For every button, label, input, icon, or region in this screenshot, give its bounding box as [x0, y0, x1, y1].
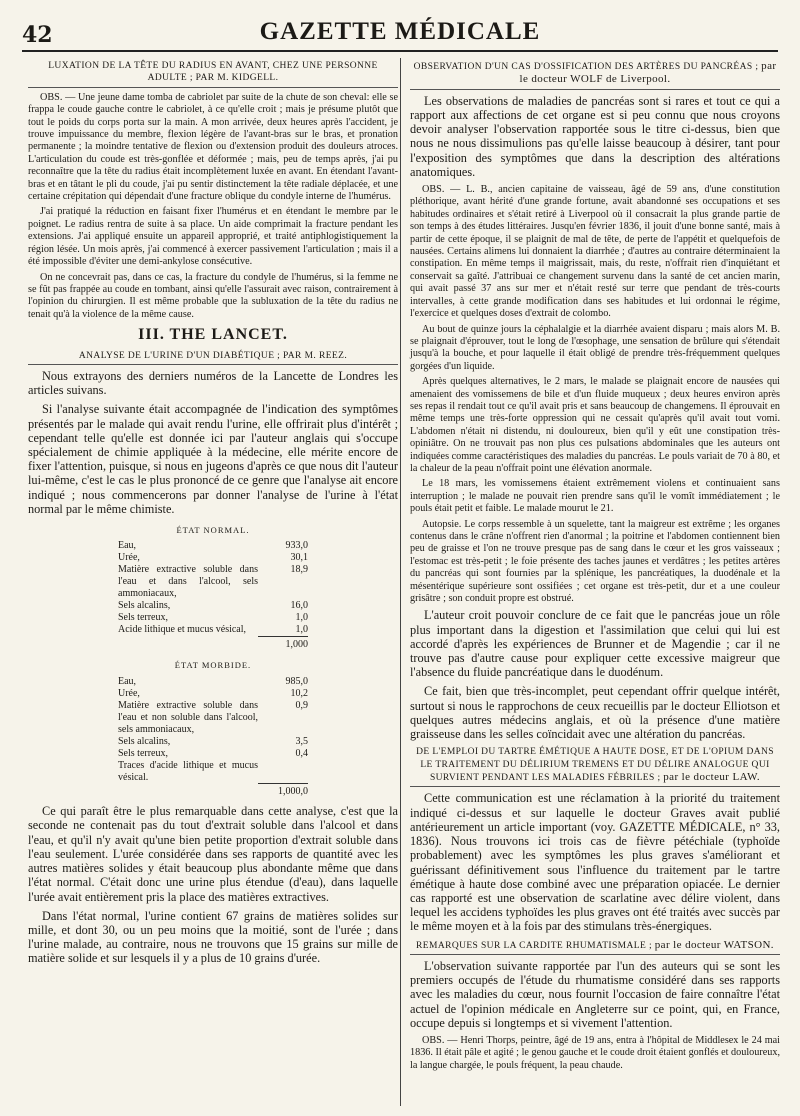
section-title-text: DE L'EMPLOI DU TARTRE ÉMÉTIQUE A HAUTE DOSE, ET DE L'OPIUM DANS LE TRAITEMENT DU DÉLIRIUM TREMENS ET DU DÉLIRE ANALOGUE QUI SURVIENT PENDANT LES MALADIES FÉBRILES ; — [416, 747, 774, 784]
paragraph: L'auteur croit pouvoir conclure de ce fait que le pancréas joue un rôle plus important dans la digestion et l'assimilation que celui qui lui est accordé d'après les expériences de Brunner et de Magendie ; car il ne trouve pas d'autre cause pour expliquer cette excessive maigreur que l'absence du fluide pancréatique dans le duodénum. — [410, 608, 780, 680]
left-column — [28, 58, 398, 971]
row-label: Eau, — [118, 675, 137, 687]
row-label: Sels terreux, — [118, 747, 168, 759]
table-total-row — [118, 637, 308, 652]
paragraph: J'ai pratiqué la réduction en faisant fixer l'humérus et en étendant le membre par le poignet. Le radius rentra de suite à sa place. Un aide comprimait la fracture pendant les extensions. J'ai appliqué ensuite un appareil approprié, et traité antiphlogistiquement la région lésée. Un mois après, j'ai commencé à exercer passivement l'articulation ; mais il a été impossible d'éviter une demi-ankylose consécutive. — [28, 206, 398, 268]
row-value: 10,2 — [290, 687, 308, 699]
table-total: 1,000 — [258, 637, 308, 652]
paragraph: On ne concevrait pas, dans ce cas, la fracture du condyle de l'humérus, si la femme ne se fût pas frappée au coude en tombant, ainsi qu'elle l'assurait avec raison, contrairement à l'opinion du chirurgien. Il est même probable que la subluxation de la tête du radius ne tenait qu'à la violence de la même cause. — [28, 271, 398, 320]
header-rule — [22, 50, 778, 52]
section-pancreas-intro — [410, 94, 780, 179]
row-value: 0,9 — [295, 699, 308, 711]
section-urine-intro — [28, 369, 398, 516]
paragraph: Après quelques alternatives, le 2 mars, le malade se plaignait encore de nausées qui amenaient des vomissemens de bile et d'un fluide muqueux ; deux heures environ après ses repas il rendait tout ce qu'il avait pris et sans beaucoup de changemens. Il éprouvait en même temps une très-forte oppression qui ne cessait qu'après qu'il avait tout vomi. L'abdomen n'était ni distendu, ni douloureux, bien qu'il y eût une constipation très-opiniâtre. On ne trouvait pas non plus ces pulsations abdominales que les auteurs ont indiquées comme caractéristiques des maladies du pancréas. Le pouls variait de 70 à 80, et la chaleur de la peau n'offrait point une élévation anormale. — [410, 376, 780, 474]
table-total-row — [118, 784, 308, 799]
row-value: 0,4 — [295, 747, 308, 759]
paragraph: Autopsie. Le corps ressemble à un squelette, tant la maigreur est extrême ; les organes contenus dans le crâne n'offrent rien d'anormal ; la poitrine et l'abdomen contiennent bien peu de graisse et l'on ne trouve presque pas de sang dans le cœur et les gros vaisseaux ; l'estomac est très-petit ; le foie présente des taches jaunes et verdâtres ; les petites artères du pancréas qui sont fournies par la splénique, les pancréatiques, la duodénale et la mésentérique supérieure sont ossifiées ; cet organe est très-petit, dur et a une couleur grisâtre ; son conduit propre est obstrué. — [410, 518, 780, 605]
table-row — [118, 540, 308, 552]
paragraph: Ce fait, bien que très-incomplet, peut cependant offrir quelque intérêt, surtout si nous le rapprochons de ceux recueillis par le docteur Elliotson et quelques autres médecins anglais, et où la présence d'une matière graisseuse dans les selles coïncidait avec une altération du pancréas. — [410, 684, 780, 742]
table-row — [118, 612, 308, 624]
paragraph: OBS. — Une jeune dame tomba de cabriolet par suite de la chute de son cheval: elle se frappa le coude gauche contre le cabriolet, à ce qu'elle croit ; mais je présume plutôt que tout le poids du corps porta sur la main. A mon arrivée, deux heures après l'accident, je trouve impuissance du membre, flexion légère de l'avant-bras sur le bras, et pronation permanente ; la moindre tentative de flexion ou d'extension produit des douleurs atroces. L'articulation du coude est très-gonflée et déformée ; mais, peu de temps après, j'ai pu reconnaître que la tête du radius était incomplètement luxée en avant. En étendant l'avant-bras et en tâtant le pli du coude, j'ai pu sentir distinctement la tête radiale déplacée, et une certaine crépitation qui dépendait d'une fracture oblique du condyle interne de l'humérus. — [28, 91, 398, 203]
row-label: Eau, — [118, 540, 137, 552]
section-title-text: REMARQUES SUR LA CARDITE RHUMATISMALE ; — [416, 940, 652, 951]
row-value: 985,0 — [285, 675, 308, 687]
table-row — [118, 736, 308, 748]
section-title-tartre — [410, 746, 780, 787]
section-author: par le docteur WOLF de Liverpool. — [519, 60, 777, 86]
section-title-pancreas — [410, 60, 780, 90]
section-title-cardite — [410, 939, 780, 955]
paragraph: Ce qui paraît être le plus remarquable dans cette analyse, c'est que la seconde ne contenait pas du tout d'extrait soluble dans l'alcool et dans l'eau, et qu'il n'y avait qu'une bien petite proportion d'extrait soluble dans l'eau seulement. L'urée considérée dans ses rapports de quantité avec les autres matières solides y était beaucoup plus abondante même que dans l'état normal. C'était donc une urine plus étendue (d'eau), dans laquelle l'urée avait entièrement pris la place des matières extractives. — [28, 804, 398, 904]
paragraph: L'observation suivante rapportée par l'un des auteurs qui se sont les premiers occupés de l'étude du rhumatisme considéré dans ses rapports avec les maladies du cœur, nous fournit l'occasion de faire connaître l'état actuel de l'opinion médicale en Angleterre sur ce point, qui, en France, occupe depuis si longtemps et si vivement l'attention. — [410, 958, 780, 1030]
table-total: 1,000,0 — [258, 784, 308, 799]
row-label: Traces d'acide lithique et mucus vésical. — [118, 759, 258, 783]
table-normal-state — [118, 540, 308, 651]
row-label: Matière extractive soluble dans l'eau et non soluble dans l'alcool, sels ammoniacaux, — [118, 699, 258, 735]
paragraph: Cette communication est une réclamation à la priorité du traitement indiqué ci-dessus et sur laquelle le docteur Graves avait publié antérieurement un article important (voy. GAZETTE MÉDICALE, n° 33, 1836). Nous trouvons ici trois cas de fièvre pétéchiale (typhoïde probablement) avec les symptômes les plus graves s'améliorant et guérissant définitivement sous l'influence du traitement par le tartre émétique à haute dose combiné avec une préparation opiacée. Le dernier cas rapporté est une observation de scarlatine avec délire violent, dans lequel les accidens typhoïdes les plus graves ont été traités avec succès par le même moyen et à la fois par des stimulans très-énergiques. — [410, 791, 780, 934]
section-author: par le docteur LAW. — [663, 771, 760, 784]
row-value: 3,5 — [295, 735, 308, 747]
table-title-normal: ÉTAT NORMAL. — [176, 524, 250, 535]
row-value — [258, 760, 308, 784]
section-tartre-body — [410, 791, 780, 933]
table-row — [118, 748, 308, 760]
section-pancreas-case — [410, 184, 780, 605]
table-row — [118, 624, 308, 637]
section-title-luxation: LUXATION DE LA TÊTE DU RADIUS EN AVANT, CHEZ UNE PERSONNE ADULTE ; PAR M. KIDGELL. — [28, 60, 398, 88]
section-urine-discussion — [28, 804, 398, 965]
paragraph: Les observations de maladies de pancréas sont si rares et tout ce qui a rapport aux affections de cet organe est si peu connu que nous croyons devoir analyser l'observation rapportée sous le titre ci-dessus, bien que nous ne nous dissimulions pas qu'elle laisse beaucoup à désirer, tant pour l'exposition des symptômes que dans la description des altérations anatomiques. — [410, 93, 780, 179]
table-row — [118, 552, 308, 564]
paragraph: Le 18 mars, les vomissemens étaient extrêmement violens et continuaient sans interruption ; le malade ne pouvait rien prendre sans qu'il le vomît immédiatement ; le pouls était petit et faible. Le malade mourut le 21. — [410, 478, 780, 515]
table-row — [118, 700, 308, 736]
paragraph: Au bout de quinze jours la céphalalgie et la diarrhée avaient disparu ; mais alors M. B. se plaignait d'éprouver, tout le long de l'œsophage, une sensation de brûlure qui s'étendait jusqu'à la bouche, et pour laquelle il était obligé de prendre très-fréquemment quelques gorgées d'un liquide. — [410, 323, 780, 372]
table-row — [118, 688, 308, 700]
row-label: Urée, — [118, 552, 140, 564]
table-row — [118, 600, 308, 612]
row-label: Sels alcalins, — [118, 735, 171, 747]
row-value: 933,0 — [285, 540, 308, 552]
row-value: 1,0 — [295, 612, 308, 624]
table-morbid-state — [118, 676, 308, 799]
row-label: Sels alcalins, — [118, 600, 171, 612]
row-label: Sels terreux, — [118, 612, 168, 624]
journal-title: GAZETTE MÉDICALE — [259, 18, 541, 45]
row-value: 30,1 — [290, 552, 308, 564]
table-row — [118, 676, 308, 688]
section-luxation-body — [28, 92, 398, 321]
row-value: 18,9 — [290, 564, 308, 576]
right-column — [410, 58, 780, 1075]
row-value: 16,0 — [290, 600, 308, 612]
column-separator — [400, 58, 401, 1106]
section-title-urine: ANALYSE DE L'URINE D'UN DIABÉTIQUE ; PAR M. REEZ. — [28, 350, 398, 365]
table-row — [118, 760, 308, 784]
page-number: 42 — [22, 22, 53, 48]
paragraph: OBS. — Henri Thorps, peintre, âgé de 19 ans, entra à l'hôpital de Middlesex le 24 mai 1836. Il était pâle et agité ; le genou gauche et le coude droit étaient gonflés et douloureux, la langue chargée, le pouls fréquent, la peau chaude. — [410, 1034, 780, 1071]
section-cardite-body — [410, 959, 780, 1030]
row-label: Acide lithique et mucus vésical, — [118, 624, 247, 636]
section-title-text: OBSERVATION D'UN CAS D'OSSIFICATION DES ARTÈRES DU PANCRÉAS ; — [413, 62, 759, 72]
row-label: Matière extractive soluble dans l'eau et dans l'alcool, sels ammoniacaux, — [118, 564, 258, 600]
part-heading-lancet: III. THE LANCET. — [138, 326, 288, 344]
paragraph: Si l'analyse suivante était accompagnée de l'indication des symptômes présentés par le malade qui avait rendu l'urine, elle offrirait plus d'intérêt ; cependant telle qu'elle est donnée ici par l'auteur anglais qui s'occupe spécialement de chimie appliquée à la médecine, elle mérite encore de fixer l'attention, puisque, si nous en jugeons d'après ce que nous dit l'auteur lui-même, c'est le cas le plus prononcé de ce genre que l'analyse ait encore indiqué ; nous commencerons par donner l'analyse de l'urine à l'état normal par le même chimiste. — [28, 402, 399, 516]
table-title-morbid: ÉTAT MORBIDE. — [174, 660, 252, 671]
page-header — [0, 8, 800, 48]
paragraph: Dans l'état normal, l'urine contient 67 grains de matières solides sur mille, et dont 30, ou un peu moins que la moitié, sont de l'urée ; dans l'urine malade, au contraire, nous ne trouvons que 15 grains sur mille de matière solide et sur lesquels il y a plus de 10 grains d'urée. — [28, 908, 398, 966]
paragraph: Nous extrayons des derniers numéros de la Lancette de Londres les articles suivans. — [28, 368, 398, 398]
section-author: par le docteur WATSON. — [654, 938, 774, 951]
row-label: Urée, — [118, 687, 140, 699]
paragraph: OBS. — L. B., ancien capitaine de vaisseau, âgé de 59 ans, d'une constitution pléthorique, avant hérité d'une grande fortune, avait abandonné ses occupations et ses habitudes ordinaires et s'était retiré à Liverpool où il consacrait la plus grande partie de son temps à des études littéraires. Jusqu'en février 1836, il jouit d'une bonne santé, mais à partir de cette époque, il se plaignit de mal de tête, de perte de l'appétit et quelquefois de nausées. Certains alimens lui donnaient la diarrhée ; d'autres au contraire déterminaient la constipation. En même temps il maigrissait, mais, du reste, n'offrait rien d'inquiétant et conservait sa gaîté. J'attribuai ce changement survenu dans la santé de cet ancien marin, qui avait passé 37 ans sur mer et n'était resté sur terre que pendant de très-courts intervalles, à cette grande modification dans ses habitudes et lui ordonnai le régime, l'exercice et quelques doses d'extrait de colombo. — [410, 184, 780, 320]
section-pancreas-conclusion — [410, 608, 780, 741]
row-value: 1,0 — [295, 624, 308, 636]
table-row — [118, 564, 308, 600]
section-cardite-case — [410, 1035, 780, 1072]
